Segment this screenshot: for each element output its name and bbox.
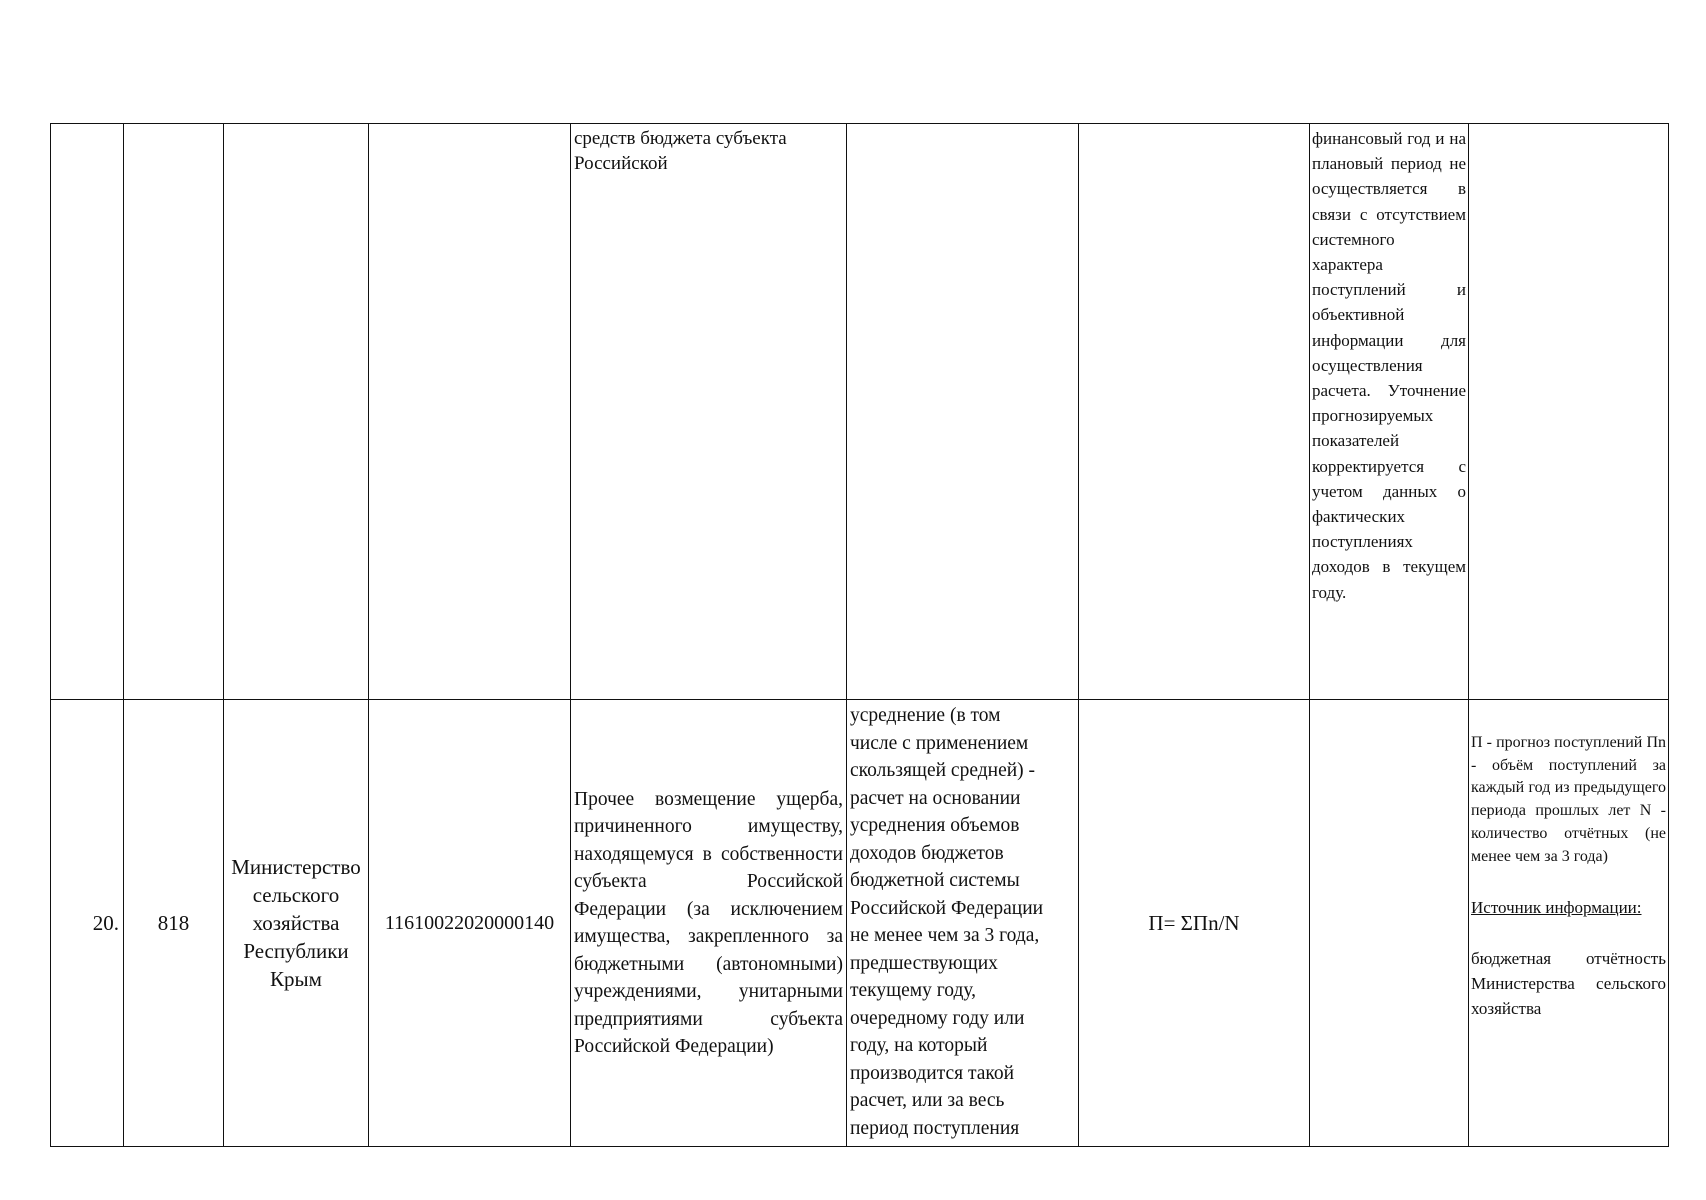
cell-code xyxy=(124,124,224,700)
revenue-forecast-table xyxy=(50,123,1669,1147)
cell-description xyxy=(1469,124,1669,700)
forecast-method xyxy=(847,700,1079,1147)
note-continued-text: финансовый год и на плановый период не осуществляется в связи с отсутствием системного характера поступлений и объективной информации для осуществления расчета. Уточнение прогнозируемых показателей корректируется с учетом данных о фактических поступлениях доходов в текущем году. xyxy=(1312,129,1466,602)
cell-number xyxy=(51,124,124,700)
kbk-code: 11610022020000140 xyxy=(369,700,571,1147)
cell-income-name xyxy=(571,124,847,700)
table-row-20 xyxy=(51,700,1669,1147)
cell-method xyxy=(847,124,1079,700)
cell-formula xyxy=(1079,124,1310,700)
income-name xyxy=(571,700,847,1147)
source-block xyxy=(1469,870,1668,1023)
cell-kbk xyxy=(369,124,571,700)
cell-administrator xyxy=(224,124,369,700)
source-label: Источник информации: xyxy=(1471,898,1642,918)
cell-note-20 xyxy=(1310,700,1469,1147)
income-name-continued-text: средств бюджета субъекта Российской xyxy=(574,128,787,174)
forecast-method-text: усреднение (в том числе с применением скользящей средней) - расчет на основании усреднения объемов доходов бюджетов бюджетной системы Российской Федерации не менее чем за 3 года, предшествующих текущему году, очередному году или году, на который производится такой расчет, или за весь период поступления xyxy=(850,705,1044,1139)
formula-description xyxy=(1469,700,1669,1147)
admin-code: 818 xyxy=(124,700,224,1147)
administrator-text: Министерство сельского хозяйства Республики Крым xyxy=(231,855,361,991)
table-row-continued xyxy=(51,124,1669,700)
income-name-text: Прочее возмещение ущерба, причиненного имуществу, находящемуся в собственности субъекта Российской Федерации (за исключением имущества, закрепленного за бюджетными (автономными) учреждениями, унитарными предприятиями субъекта Российской Федерации) xyxy=(574,788,843,1057)
formula-description-text: П - прогноз поступлений Пn - объём поступлений за каждый год из предыдущего периода прошлых лет N - количество отчётных (не менее чем за 3 года) xyxy=(1471,734,1666,865)
administrator-name xyxy=(224,700,369,1147)
forecast-formula: П= ΣПn/N xyxy=(1079,700,1310,1147)
source-text: бюджетная отчётность Министерства сельского хозяйства xyxy=(1471,948,1666,1019)
row-number: 20. xyxy=(51,700,124,1147)
cell-note xyxy=(1310,124,1469,700)
